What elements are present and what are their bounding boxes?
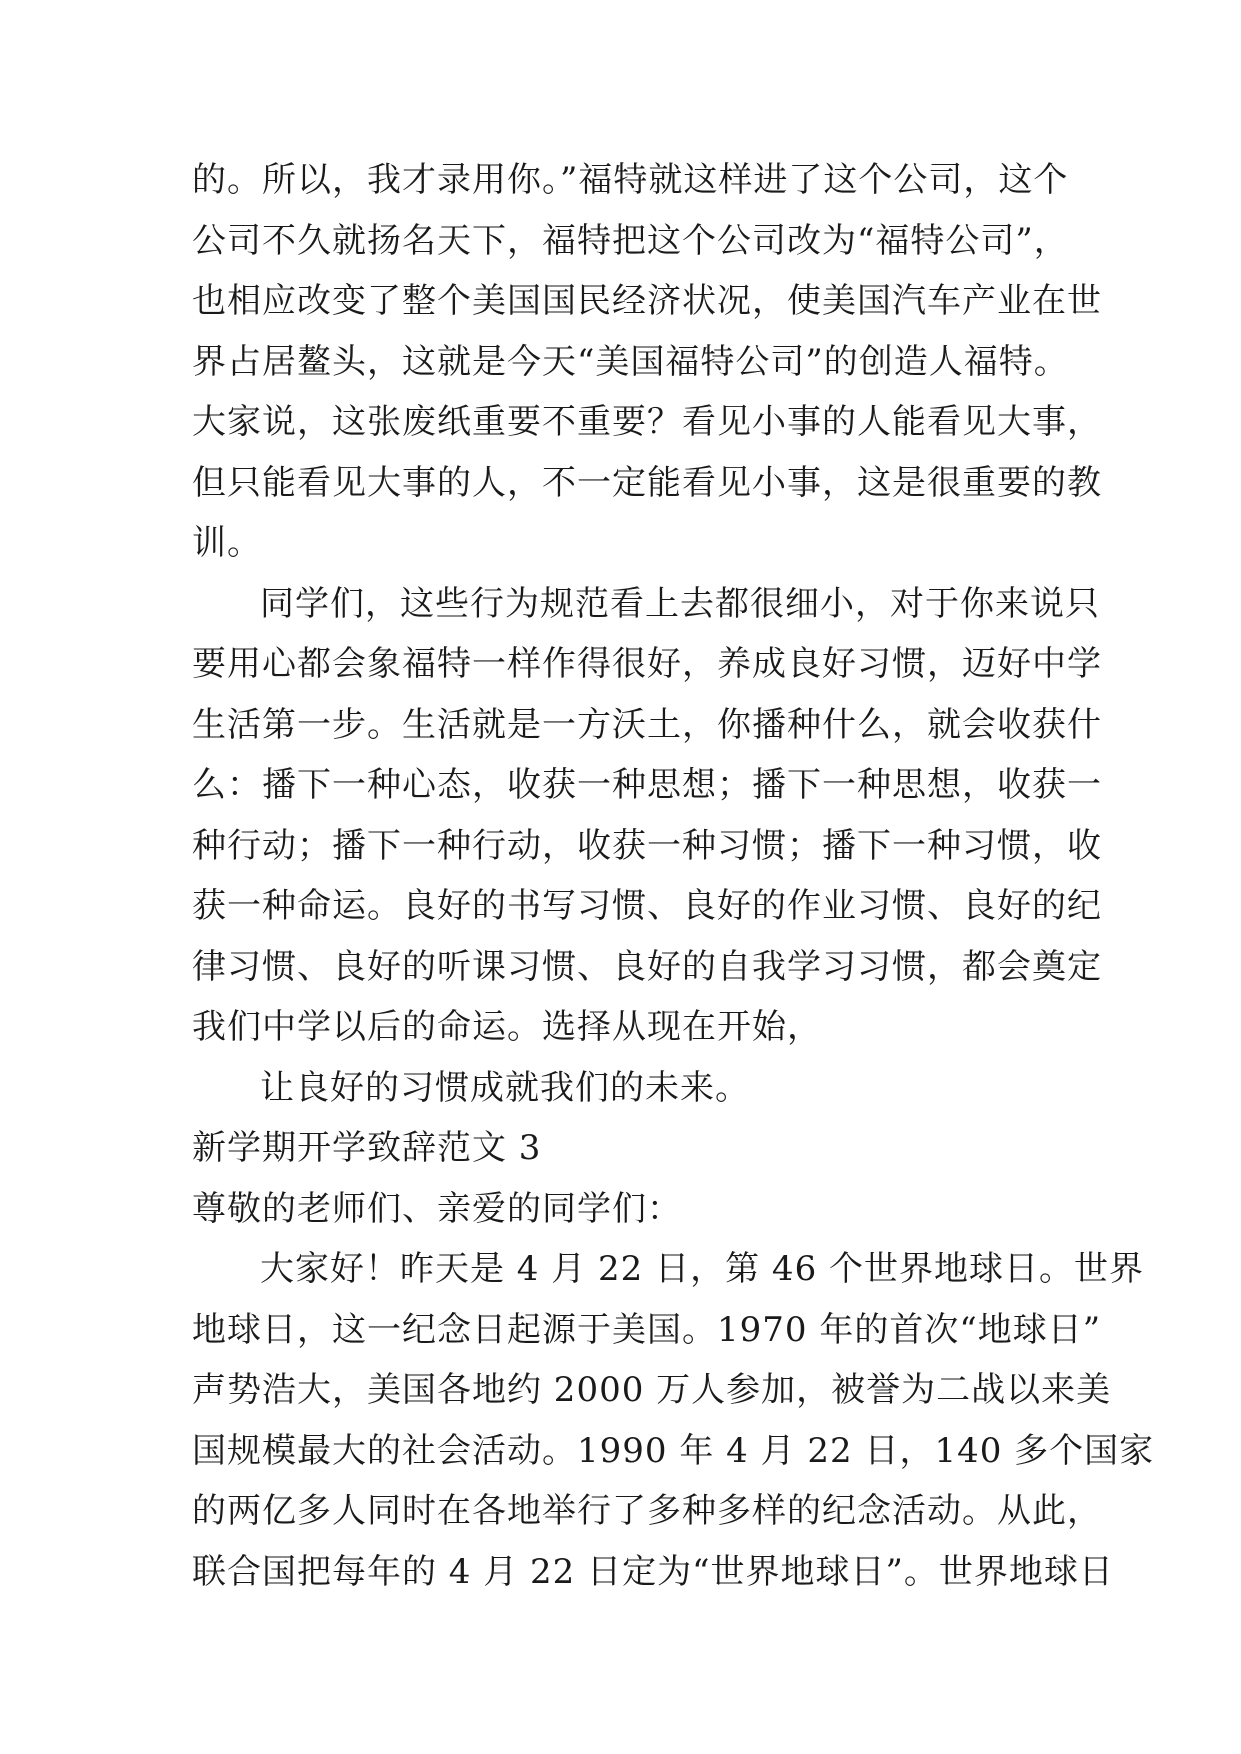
text-line: 要用心都会象福特一样作得很好，养成良好习惯，迈好中学 <box>192 644 1102 684</box>
text-line: 大家说，这张废纸重要不重要？看见小事的人能看见大事， <box>192 402 1102 442</box>
text-line: 也相应改变了整个美国国民经济状况，使美国汽车产业在世 <box>192 281 1102 321</box>
paragraph-start-line: 大家好！昨天是 4 月 22 日，第 46 个世界地球日。世界 <box>260 1249 1145 1289</box>
salutation-line: 尊敬的老师们、亲爱的同学们： <box>192 1188 682 1229</box>
paragraph-start-line: 同学们，这些行为规范看上去都很细小，对于你来说只 <box>260 583 1100 624</box>
text-line: 训。 <box>192 523 262 563</box>
text-line: 的。所以，我才录用你。”福特就这样进了这个公司，这个 <box>192 160 1069 200</box>
text-line: 声势浩大，美国各地约 2000 万人参加，被誉为二战以来美 <box>192 1370 1112 1410</box>
text-line: 国规模最大的社会活动。1990 年 4 月 22 日，140 多个国家 <box>192 1430 1155 1471</box>
text-line: 我们中学以后的命运。选择从现在开始， <box>192 1007 822 1047</box>
text-line: 地球日，这一纪念日起源于美国。1970 年的首次“地球日” <box>192 1309 1102 1350</box>
text-line: 联合国把每年的 4 月 22 日定为“世界地球日”。世界地球日 <box>192 1551 1114 1592</box>
paragraph-start-line: 让良好的习惯成就我们的未来。 <box>260 1067 750 1108</box>
document-body <box>192 150 1155 1602</box>
text-line: 的两亿多人同时在各地举行了多种多样的纪念活动。从此， <box>192 1491 1102 1531</box>
text-line: 获一种命运。良好的书写习惯、良好的作业习惯、良好的纪 <box>192 886 1102 926</box>
text-line: 种行动；播下一种行动，收获一种习惯；播下一种习惯，收 <box>192 825 1102 866</box>
text-line: 界占居鳌头，这就是今天“美国福特公司”的创造人福特。 <box>192 341 1069 382</box>
text-line: 公司不久就扬名天下，福特把这个公司改为“福特公司”， <box>192 220 1069 261</box>
text-line: 但只能看见大事的人，不一定能看见小事，这是很重要的教 <box>192 462 1102 503</box>
text-line: 么：播下一种心态，收获一种思想；播下一种思想，收获一 <box>192 765 1102 805</box>
text-line: 生活第一步。生活就是一方沃土，你播种什么，就会收获什 <box>192 704 1102 745</box>
section-heading: 新学期开学致辞范文 3 <box>192 1128 542 1168</box>
text-line: 律习惯、良好的听课习惯、良好的自我学习习惯，都会奠定 <box>192 946 1102 987</box>
